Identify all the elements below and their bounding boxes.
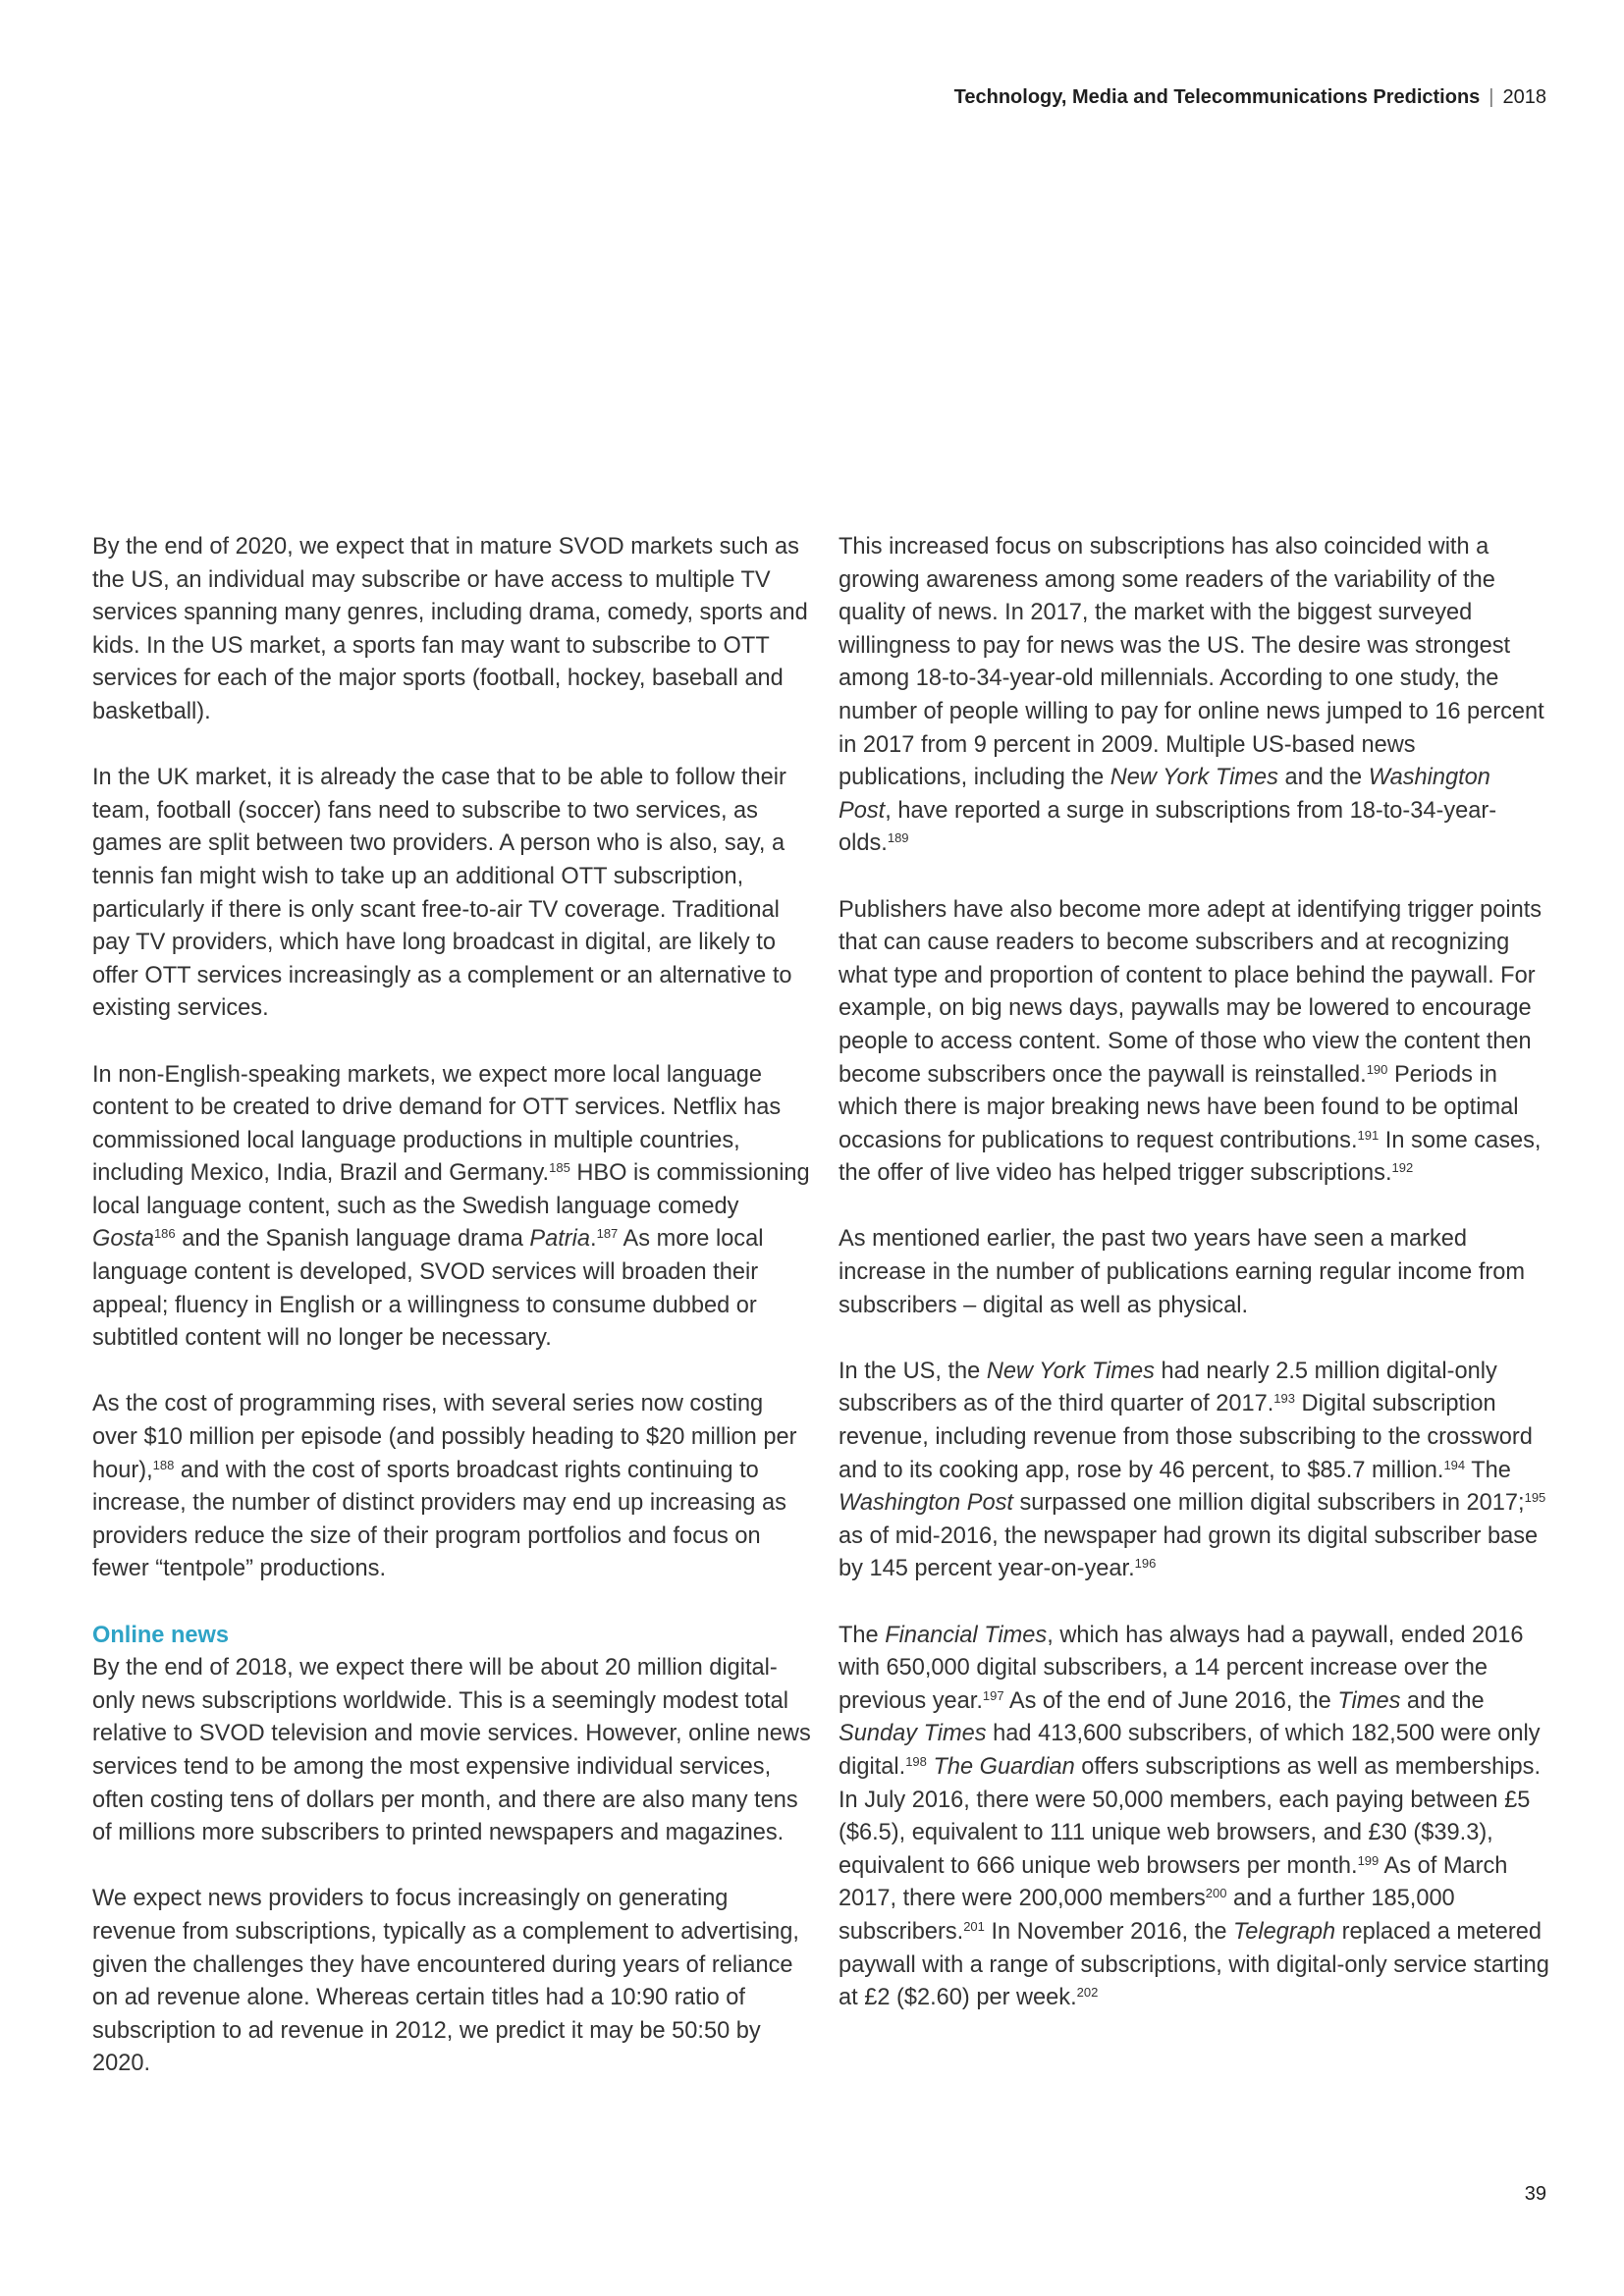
report-year: 2018 xyxy=(1502,86,1546,108)
footnote-ref: 202 xyxy=(1076,1985,1099,2001)
paragraph-trigger-points: Publishers have also become more adept at identifying trigger points that can cause readers to become subscribers and at recognizing what type and proportion of content to place behind the paywall. For example, on big news days, paywalls may be lowered to encourage people to access content. Some of those who view the content then become subscribers once the paywall is reinstalled.$^{190}$ Periods in which there is major breaking news have been found to be optimal occasions for publications to request contributions.$^{191}$ In some cases, the offer of live video has helped trigger subscriptions.$^{192}$ xyxy=(839,896,1543,1187)
paragraph-news-revenue: We expect news providers to focus increasingly on generating revenue from subscriptions, typically as a complement to advertising, given the challenges they have encountered during years of reliance on ad revenue alone. Whereas certain titles had a 10:90 ratio of subscription to ad revenue in 2012, we predict it may be 50:50 by 2020. xyxy=(92,1886,799,2077)
footnote-ref: 188 xyxy=(152,1457,175,1472)
paragraph-programming-cost: As the cost of programming rises, with several series now costing over $10 million per episode (and possibly heading to $20 million per hour),$^{188}$ and with the cost of sports broadcast rights continuing to increase, the number of distinct providers may end up increasing as providers reduce the size of their program portfolios and focus on fewer “tentpole” productions. xyxy=(92,1391,797,1582)
footnote-ref: 198 xyxy=(905,1753,927,1769)
footnote-ref: 189 xyxy=(887,830,909,846)
footnote-ref: 197 xyxy=(982,1687,1004,1703)
footnote-ref: 187 xyxy=(596,1226,619,1242)
footnote-ref: 201 xyxy=(963,1918,985,1934)
paragraph-non-english-markets: In non-English-speaking markets, we expect more local language content to be created to drive demand for OTT services. Netflix has commissioned local language productions in multiple countries, including Mexico, India, Brazil and Germany.$^{185}$ HBO is commissioning local language content, such as the Swedish language comedy Gosta$^{186}$ and the Spanish language drama Patria.$^{187}$ As more local language content is developed, SVOD services will broaden their appeal; fluency in English or a willingness to consume dubbed or subtitled content will no longer be necessary. xyxy=(92,1061,810,1352)
report-title: Technology, Media and Telecommunications Predictions xyxy=(953,86,1481,108)
footnote-ref: 196 xyxy=(1134,1556,1157,1572)
footnote-ref: 199 xyxy=(1357,1852,1380,1868)
header-separator: | xyxy=(1489,86,1494,108)
paragraph-uk-market: In the UK market, it is already the case that to be able to follow their team, football (soccer) fans need to subscribe to two services, as games are split between two providers. A person who is also, say, a tennis fan might wish to take up an additional OTT subscription, particularly if there is only scant free-to-air TV coverage. Traditional pay TV providers, which have long broadcast in digital, are likely to offer OTT services increasingly as a complement or an alternative to existing services. xyxy=(92,765,792,1022)
footnote-ref: 194 xyxy=(1443,1457,1466,1472)
footnote-ref: 193 xyxy=(1273,1391,1295,1407)
paragraph-us-publishers: In the US, the New York Times had nearly 2.5 million digital-only subscribers as of the third quarter of 2017.$^{193}$ Digital subscription revenue, including revenue from those subscribing to the crossword and to its cooking app, rose by 46 percent, to $85.7 million.$^{194}$ The Washington Post surpassed one million digital subscribers in 2017;$^{195}$ as of mid-2016, the newspaper had grown its digital subscriber base by 145 percent year-on-year.$^{196}$ xyxy=(839,1358,1546,1582)
running-header xyxy=(954,86,1546,109)
footnote-ref: 186 xyxy=(153,1226,176,1242)
paragraph-subscription-focus: This increased focus on subscriptions has also coincided with a growing awareness among some readers of the variability of the quality of news. In 2017, the market with the biggest surveyed willingness to pay for news was the US. The desire was strongest among 18-to-34-year-old millennials. According to one study, the number of people willing to pay for online news jumped to 16 percent in 2017 from 9 percent in 2009. Multiple US-based news publications, including the New York Times and the Washington Post, have reported a surge in subscriptions from 18-to-34-year-olds.$^{189}$ xyxy=(839,534,1544,857)
left-column xyxy=(92,531,812,2081)
section-heading-online-news: Online news xyxy=(92,1622,229,1648)
footnote-ref: 185 xyxy=(549,1160,570,1176)
paragraph-uk-publishers: The Financial Times, which has always had a paywall, ended 2016 with 650,000 digital subscribers, a 14 percent increase over the previous year.$^{197}$ As of the end of June 2016, the Times and the Sunday Times had 413,600 subscribers, of which 182,500 were only digital.$^{198}$ The Guardian offers subscriptions as well as memberships. In July 2016, there were 50,000 members, each paying between £5 ($6.5), equivalent to 111 unique web browsers, and £30 ($39.3), equivalent to 666 unique web browsers per month.$^{199}$ As of March 2017, there were 200,000 members$^{200}$ and a further 185,000 subscribers.$^{201}$ In November 2016, the Telegraph replaced a metered paywall with a range of subscriptions, with digital-only service starting at £2 ($2.60) per week.$^{202}$ xyxy=(839,1622,1549,2011)
footnote-ref: 195 xyxy=(1524,1490,1546,1506)
page-number: 39 xyxy=(1524,2183,1546,2205)
footnote-ref: 190 xyxy=(1366,1061,1388,1077)
footnote-ref: 200 xyxy=(1205,1886,1227,1901)
footnote-ref: 191 xyxy=(1357,1127,1380,1143)
paragraph-publication-income: As mentioned earlier, the past two years have seen a marked increase in the number of publications earning regular income from subscribers – digital as well as physical. xyxy=(839,1226,1526,1318)
paragraph-svod-markets: By the end of 2020, we expect that in mature SVOD markets such as the US, an individual may subscribe or have access to multiple TV services spanning many genres, including drama, comedy, sports and kids. In the US market, a sports fan may want to subscribe to OTT services for each of the major sports (football, hockey, baseball and basketball). xyxy=(92,534,808,724)
right-column xyxy=(839,531,1549,2015)
paragraph-news-subscriptions: By the end of 2018, we expect there will be about 20 million digital-only news subscriptions worldwide. This is a seemingly modest total relative to SVOD television and movie services. However, online news services tend to be among the most expensive individual services, often costing tens of dollars per month, and there are also many tens of millions more subscribers to printed newspapers and magazines. xyxy=(92,1655,811,1846)
footnote-ref: 192 xyxy=(1391,1160,1414,1176)
